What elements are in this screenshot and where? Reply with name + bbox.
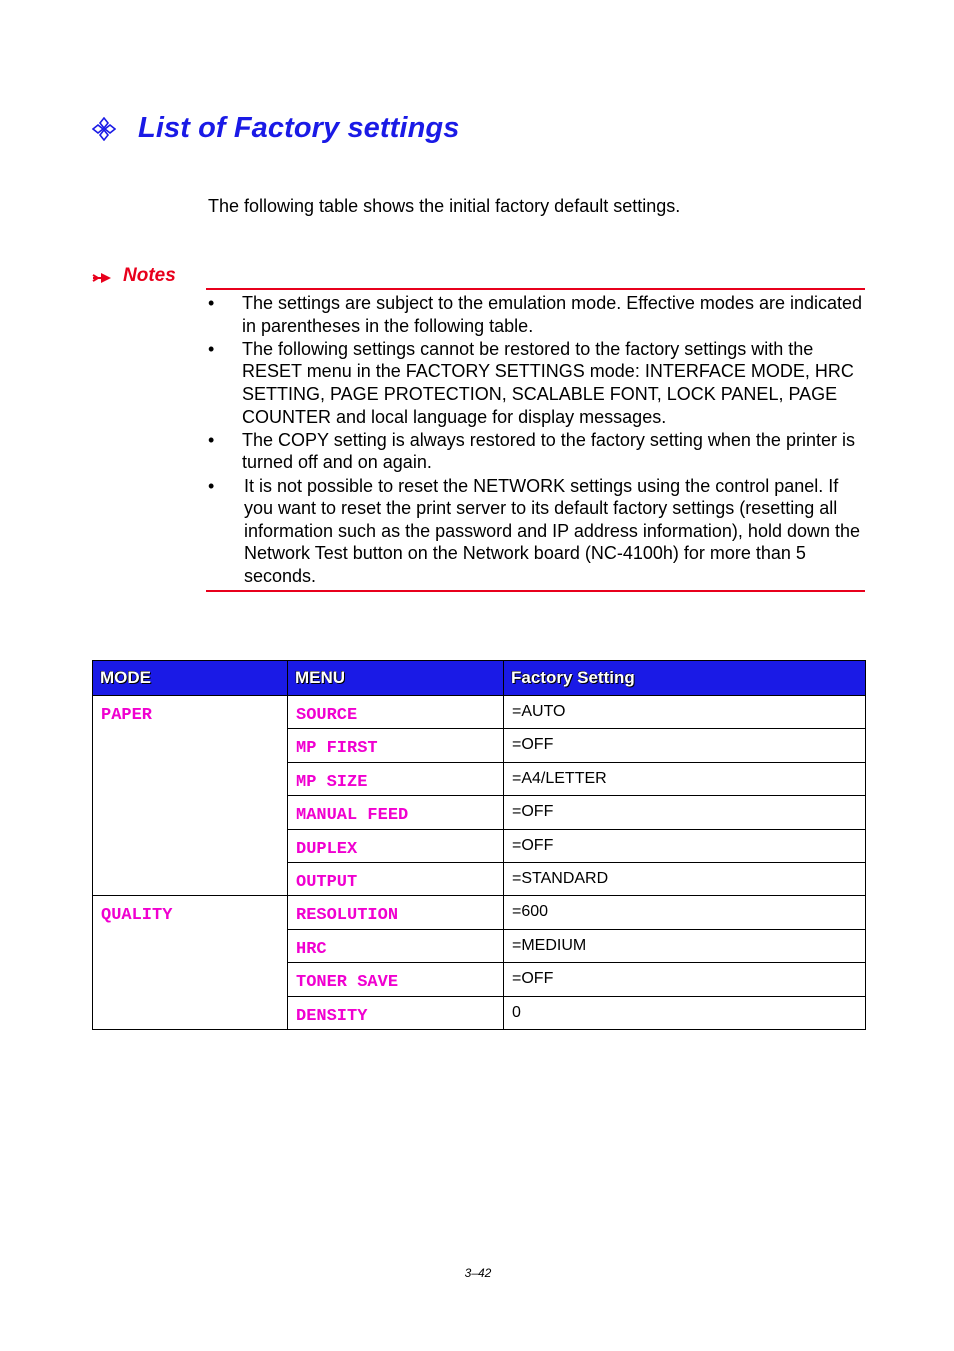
column-header-mode: MODE bbox=[93, 661, 288, 696]
menu-cell: MP FIRST bbox=[288, 729, 504, 762]
pencil-arrow-icon bbox=[92, 269, 112, 283]
value-cell: =A4/LETTER bbox=[504, 762, 866, 795]
intro-text: The following table shows the initial factory default settings. bbox=[208, 196, 681, 216]
table-header-row bbox=[93, 661, 866, 696]
page-number bbox=[0, 1266, 954, 1280]
menu-cell: RESOLUTION bbox=[288, 896, 504, 929]
notes-list bbox=[206, 292, 866, 588]
menu-cell: DUPLEX bbox=[288, 829, 504, 862]
value-cell: =STANDARD bbox=[504, 862, 866, 895]
note-text: The COPY setting is always restored to the factory setting when the printer is turned off and on again. bbox=[242, 429, 855, 473]
notes-top-rule bbox=[206, 288, 865, 290]
page-title: List of Factory settings bbox=[138, 112, 460, 144]
menu-cell: MANUAL FEED bbox=[288, 796, 504, 829]
note-item bbox=[206, 429, 866, 474]
factory-settings-table bbox=[92, 660, 866, 1030]
menu-cell: SOURCE bbox=[288, 696, 504, 729]
bullet-icon: • bbox=[208, 338, 215, 359]
table-row bbox=[93, 696, 866, 729]
note-item bbox=[206, 292, 866, 337]
notes-label-text: Notes bbox=[123, 265, 176, 286]
menu-cell: TONER SAVE bbox=[288, 963, 504, 996]
value-cell: =MEDIUM bbox=[504, 929, 866, 962]
bullet-icon: • bbox=[208, 429, 215, 450]
note-text: The following settings cannot be restored to the factory settings with the RESET menu in the FACTORY SETTINGS mode: INTERFACE MODE, HRC SETTING, PAGE PROTECTION, SCALABLE FONT, LOCK PANEL, PAGE COUNTER and local language for display messages. bbox=[242, 338, 854, 427]
column-header-menu: MENU bbox=[288, 661, 504, 696]
value-cell: 0 bbox=[504, 996, 866, 1029]
notes-label bbox=[92, 265, 176, 287]
four-diamond-icon bbox=[92, 117, 116, 141]
note-text: The settings are subject to the emulation mode. Effective modes are indicated in parentheses in the following table. bbox=[242, 293, 863, 336]
notes-bottom-rule bbox=[206, 590, 865, 592]
note-item bbox=[206, 475, 866, 588]
value-cell: =OFF bbox=[504, 729, 866, 762]
bullet-icon: • bbox=[208, 293, 215, 313]
value-cell: =OFF bbox=[504, 796, 866, 829]
page-number-text: 3–42 bbox=[464, 1266, 492, 1280]
mode-cell-paper: PAPER bbox=[93, 696, 288, 896]
menu-cell: DENSITY bbox=[288, 996, 504, 1029]
menu-cell: OUTPUT bbox=[288, 862, 504, 895]
column-header-factory-setting: Factory Setting bbox=[504, 661, 866, 696]
mode-cell-quality: QUALITY bbox=[93, 896, 288, 1030]
value-cell: =OFF bbox=[504, 963, 866, 996]
table-row bbox=[93, 896, 866, 929]
value-cell: =AUTO bbox=[504, 696, 866, 729]
menu-cell: HRC bbox=[288, 929, 504, 962]
value-cell: =OFF bbox=[504, 829, 866, 862]
bullet-icon: • bbox=[208, 475, 215, 496]
value-cell: =600 bbox=[504, 896, 866, 929]
menu-cell: MP SIZE bbox=[288, 762, 504, 795]
note-item bbox=[206, 338, 866, 428]
note-text: It is not possible to reset the NETWORK settings using the control panel. If you want to reset the print server to its default factory settings (resetting all information such as the password and IP address information), hold down the Network Test button on the Network board (NC-4100h) for more than 5 seconds. bbox=[244, 475, 861, 586]
page-heading bbox=[92, 112, 459, 145]
